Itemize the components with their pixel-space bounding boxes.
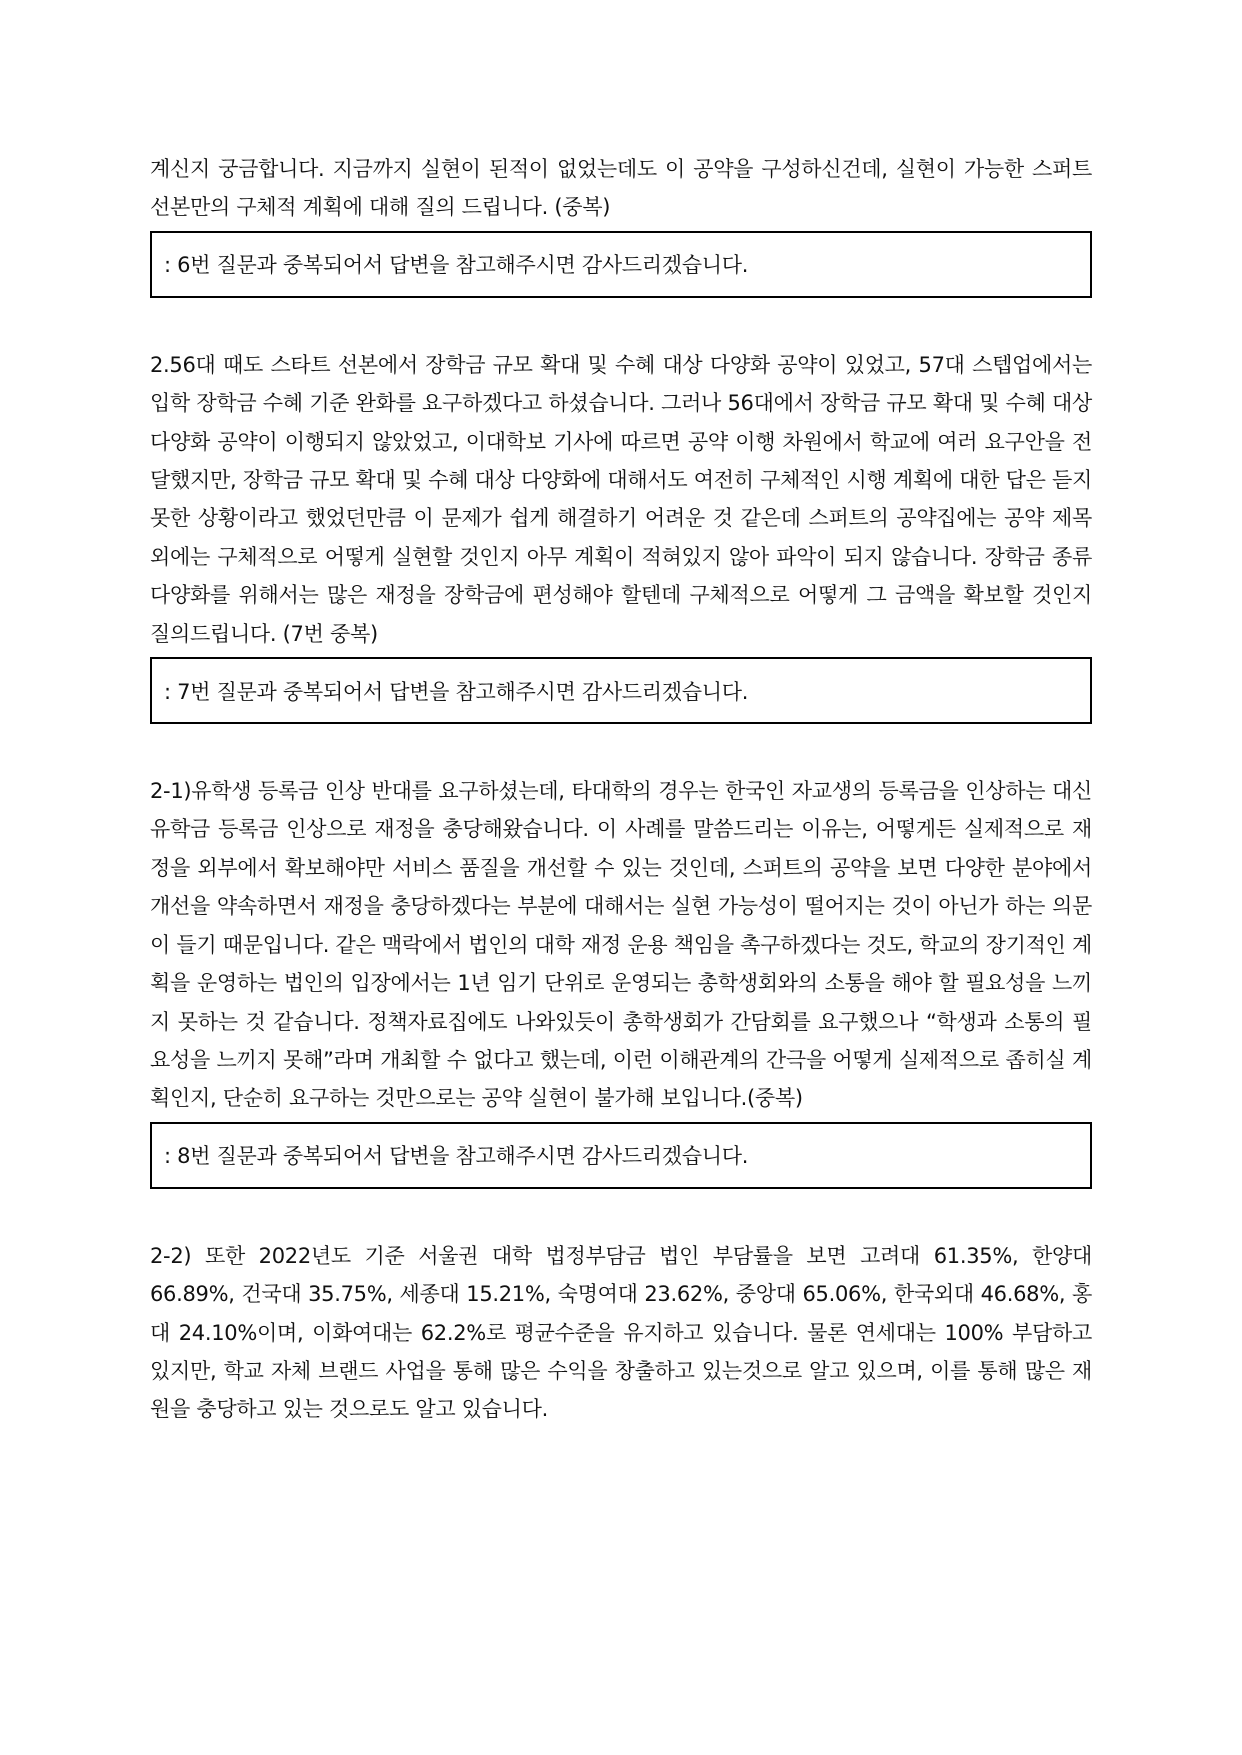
spacer bbox=[150, 1189, 1092, 1237]
answer-box bbox=[150, 657, 1092, 724]
answer-box bbox=[150, 231, 1092, 298]
question-paragraph: 계신지 궁금합니다. 지금까지 실현이 된적이 없었는데도 이 공약을 구성하신건데, 실현이 가능한 스퍼트 선본만의 구체적 계획에 대해 질의 드립니다. (중복) bbox=[150, 157, 1092, 220]
answer-text: : 7번 질문과 중복되어서 답변을 참고해주시면 감사드리겠습니다. bbox=[164, 679, 749, 704]
spacer bbox=[150, 724, 1092, 772]
answer-text: : 8번 질문과 중복되어서 답변을 참고해주시면 감사드리겠습니다. bbox=[164, 1144, 749, 1169]
question-paragraph: 2-1)유학생 등록금 인상 반대를 요구하셨는데, 타대학의 경우는 한국인 자교생의 등록금을 인상하는 대신 유학금 등록금 인상으로 재정을 충당해왔습니다. 이 사례를 말씀드리는 이유는, 어떻게든 실제적으로 재정을 외부에서 확보해야만 서비스 품질을 개선할 수 있는 것인데, 스퍼트의 공약을 보면 다양한 분야에서 개선을 약속하면서 재정을 충당하겠다는 부분에 대해서는 실현 가능성이 떨어지는 것이 아닌가 하는 의문이 들기 때문입니다. 같은 맥락에서 법인의 대학 재정 운용 책임을 촉구하겠다는 것도, 학교의 장기적인 계획을 운영하는 법인의 입장에서는 1년 임기 단위로 운영되는 총학생회와의 소통을 해야 할 필요성을 느끼지 못하는 것 같습니다. 정책자료집에도 나와있듯이 총학생회가 간담회를 요구했으나 “학생과 소통의 필요성을 느끼지 못해”라며 개최할 수 없다고 했는데, 이런 이해관계의 간극을 어떻게 실제적으로 좁히실 계획인지, 단순히 요구하는 것만으로는 공약 실현이 불가해 보입니다.(중복) bbox=[150, 779, 1092, 1111]
document-page bbox=[150, 150, 1092, 1429]
final-paragraph: 2-2) 또한 2022년도 기준 서울권 대학 법정부담금 법인 부담률을 보면 고려대 61.35%, 한양대 66.89%, 건국대 35.75%, 세종대 15.21%, 숙명여대 23.62%, 중앙대 65.06%, 한국외대 46.68%, 홍대 24.10%이며, 이화여대는 62.2%로 평균수준을 유지하고 있습니다. 물론 연세대는 100% 부담하고 있지만, 학교 자체 브랜드 사업을 통해 많은 수익을 창출하고 있는것으로 알고 있으며, 이를 통해 많은 재원을 충당하고 있는 것으로도 알고 있습니다. bbox=[150, 1243, 1092, 1422]
answer-text: : 6번 질문과 중복되어서 답변을 참고해주시면 감사드리겠습니다. bbox=[164, 253, 749, 278]
spacer bbox=[150, 298, 1092, 346]
question-paragraph: 2.56대 때도 스타트 선본에서 장학금 규모 확대 및 수혜 대상 다양화 공약이 있었고, 57대 스텝업에서는 입학 장학금 수혜 기준 완화를 요구하겠다고 하셨습니다. 그러나 56대에서 장학금 규모 확대 및 수혜 대상 다양화 공약이 이행되지 않았었고, 이대학보 기사에 따르면 공약 이행 차원에서 학교에 여러 요구안을 전달했지만, 장학금 규모 확대 및 수혜 대상 다양화에 대해서도 여전히 구체적인 시행 계획에 대한 답은 듣지 못한 상황이라고 했었던만큼 이 문제가 쉽게 해결하기 어려운 것 같은데 스퍼트의 공약집에는 공약 제목 외에는 구체적으로 어떻게 실현할 것인지 아무 계획이 적혀있지 않아 파악이 되지 않습니다. 장학금 종류 다양화를 위해서는 많은 재정을 장학금에 편성해야 할텐데 구체적으로 어떻게 그 금액을 확보할 것인지 질의드립니다. (7번 중복) bbox=[150, 352, 1092, 646]
answer-box bbox=[150, 1122, 1092, 1189]
